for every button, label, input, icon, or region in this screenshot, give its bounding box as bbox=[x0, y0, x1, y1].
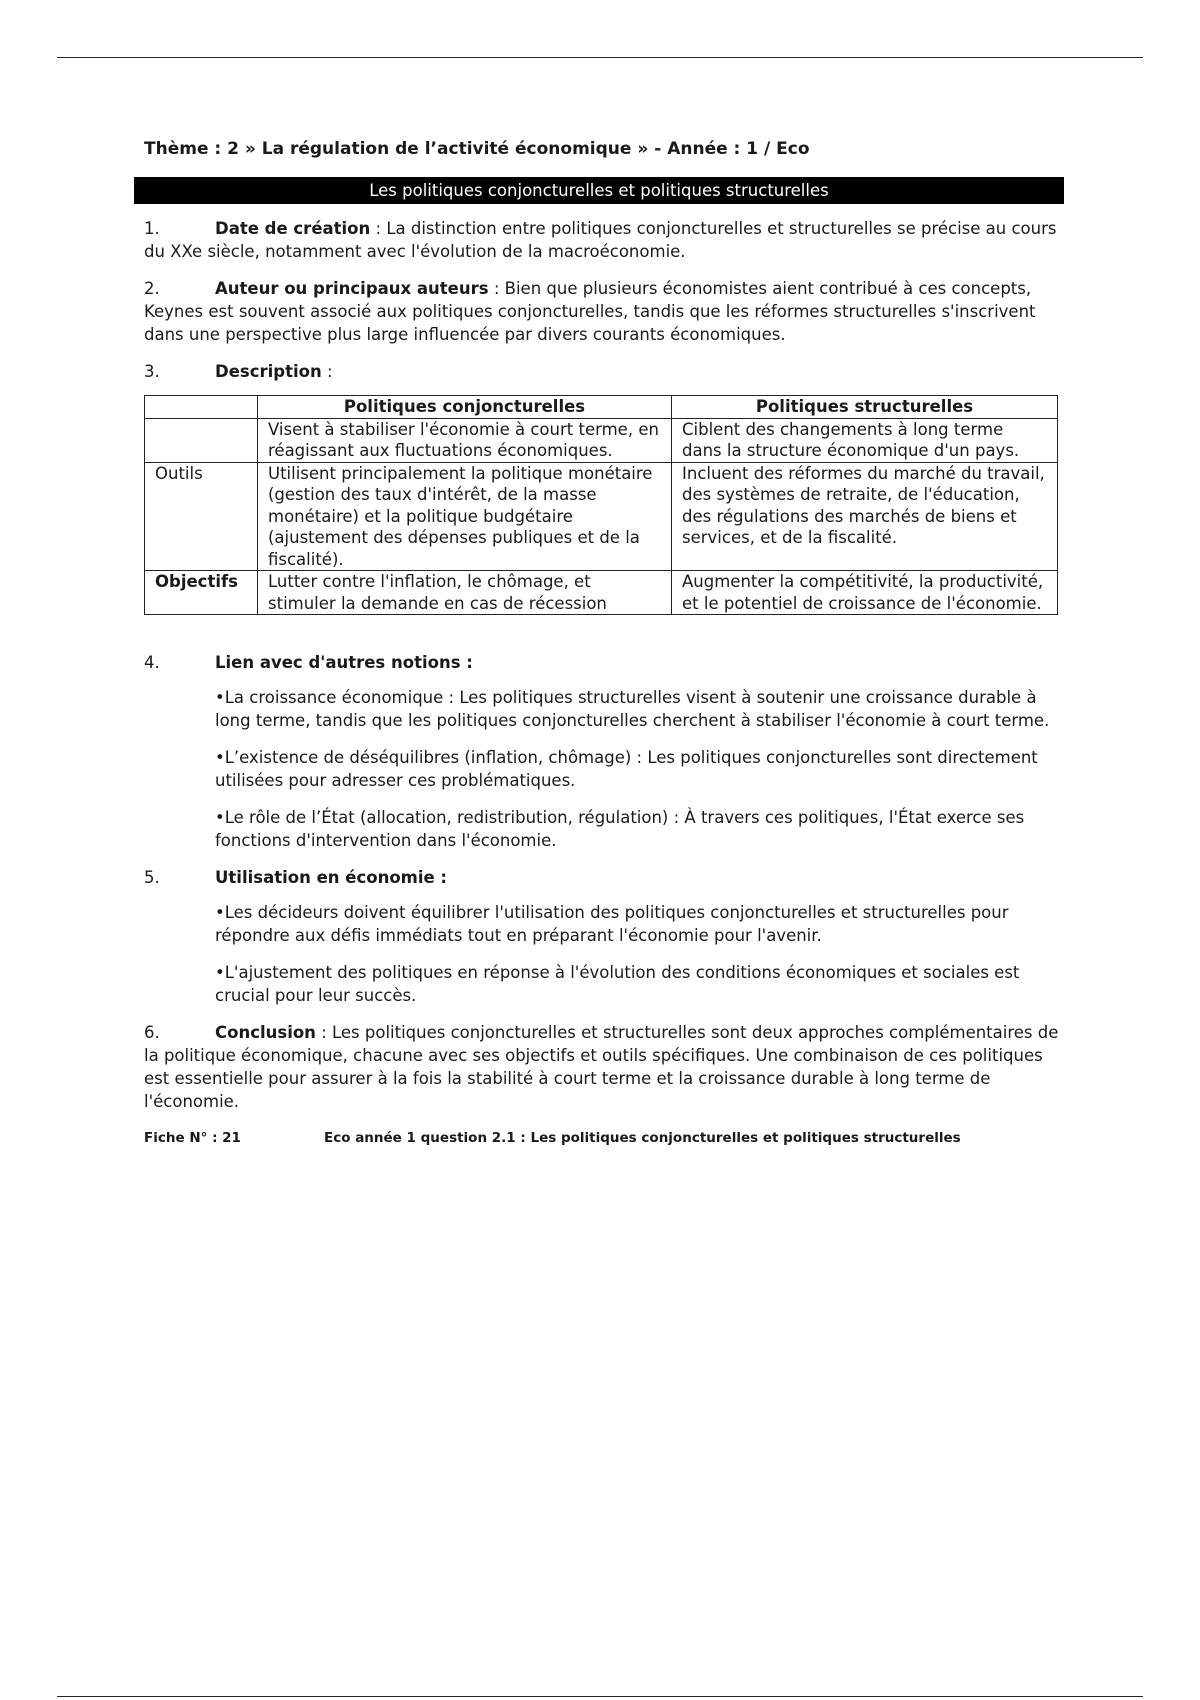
section-liens bbox=[144, 651, 1064, 674]
section-label: Date de création bbox=[215, 219, 371, 238]
section-number: 4. bbox=[144, 653, 160, 672]
section-conclusion bbox=[144, 1021, 1064, 1113]
list-item: •Le rôle de l’État (allocation, redistribution, régulation) : À travers ces politiques, l'État exerce ses fonctions d'intervention dans l'économie. bbox=[215, 808, 1025, 850]
description-table bbox=[144, 395, 1058, 615]
table-cell: Augmenter la compétitivité, la productivité, et le potentiel de croissance de l'économie. bbox=[672, 571, 1058, 615]
section-text: : La distinction entre politiques conjoncturelles et structurelles se précise au cours du XXe siècle, notamment avec l'évolution de la macroéconomie. bbox=[144, 219, 1057, 261]
table-cell: Ciblent des changements à long terme dans la structure économique d'un pays. bbox=[672, 418, 1058, 462]
section-number: 6. bbox=[144, 1023, 160, 1042]
section-text: : Les politiques conjoncturelles et structurelles sont deux approches complémentaires de la politique économique, chacune avec ses objectifs et outils spécifiques. Une combinaison de ces politiques est essentielle pour assurer à la fois la stabilité à court terme et la croissance durable à long terme de l'économie. bbox=[144, 1023, 1059, 1111]
section-text: : bbox=[321, 362, 333, 381]
section-number: 1. bbox=[144, 219, 160, 238]
section-label: Lien avec d'autres notions : bbox=[215, 653, 473, 672]
table-row bbox=[145, 571, 1058, 615]
table-row-label: Outils bbox=[145, 462, 258, 571]
list-item: •L'ajustement des politiques en réponse à l'évolution des conditions économiques et sociales est crucial pour leur succès. bbox=[215, 963, 1020, 1005]
list-item: •L’existence de déséquilibres (inflation, chômage) : Les politiques conjoncturelles sont directement utilisées pour adresser ces problématiques. bbox=[215, 748, 1038, 790]
table-header-row bbox=[145, 396, 1058, 419]
table-row bbox=[145, 418, 1058, 462]
section-number: 5. bbox=[144, 868, 160, 887]
table-cell: Incluent des réformes du marché du travail, des systèmes de retraite, de l'éducation, des régulations des marchés de biens et services, et de la fiscalité. bbox=[672, 462, 1058, 571]
page-footer bbox=[144, 1127, 1064, 1150]
section-label: Utilisation en économie : bbox=[215, 868, 448, 887]
table-cell: Utilisent principalement la politique monétaire (gestion des taux d'intérêt, de la masse monétaire) et la politique budgétaire (ajustement des dépenses publiques et de la fiscalité). bbox=[258, 462, 672, 571]
fiche-number: Fiche N° : 21 bbox=[144, 1130, 241, 1146]
list-item: •La croissance économique : Les politiques structurelles visent à soutenir une croissance durable à long terme, tandis que les politiques conjoncturelles cherchent à stabiliser l'économie à court terme. bbox=[215, 688, 1050, 730]
section-utilisation bbox=[144, 866, 1064, 889]
top-rule bbox=[57, 57, 1143, 58]
section-auteurs bbox=[144, 277, 1064, 346]
table-cell: Visent à stabiliser l'économie à court terme, en réagissant aux fluctuations économiques. bbox=[258, 418, 672, 462]
liens-bullet-list bbox=[215, 686, 1064, 852]
section-label: Conclusion bbox=[215, 1023, 316, 1042]
utilisation-bullet-list bbox=[215, 901, 1064, 1007]
section-description bbox=[144, 360, 1064, 383]
section-label: Description bbox=[215, 362, 322, 381]
table-header-cell bbox=[145, 396, 258, 419]
table-header-cell: Politiques structurelles bbox=[672, 396, 1058, 419]
section-label: Auteur ou principaux auteurs bbox=[215, 279, 489, 298]
section-text: : Bien que plusieurs économistes aient contribué à ces concepts, Keynes est souvent associé aux politiques conjoncturelles, tandis que les réformes structurelles s'inscrivent dans une perspective plus large influencée par divers courants économiques. bbox=[144, 279, 1036, 344]
table-row-label: Objectifs bbox=[145, 571, 258, 615]
table-cell: Lutter contre l'inflation, le chômage, et stimuler la demande en cas de récession bbox=[258, 571, 672, 615]
document-body bbox=[144, 138, 1064, 1150]
section-number: 3. bbox=[144, 362, 160, 381]
list-item: •Les décideurs doivent équilibrer l'utilisation des politiques conjoncturelles et structurelles pour répondre aux défis immédiats tout en préparant l'économie pour l'avenir. bbox=[215, 903, 1009, 945]
theme-title: Thème : 2 » La régulation de l’activité économique » - Année : 1 / Eco bbox=[144, 139, 810, 159]
table-header-cell: Politiques conjoncturelles bbox=[258, 396, 672, 419]
title-banner: Les politiques conjoncturelles et politiques structurelles bbox=[134, 177, 1064, 204]
bottom-rule bbox=[57, 1696, 1143, 1697]
fiche-question: Eco année 1 question 2.1 : Les politiques conjoncturelles et politiques structurelles bbox=[324, 1130, 961, 1146]
section-date-creation bbox=[144, 217, 1064, 263]
table-row bbox=[145, 462, 1058, 571]
table-row-label bbox=[145, 418, 258, 462]
section-number: 2. bbox=[144, 279, 160, 298]
